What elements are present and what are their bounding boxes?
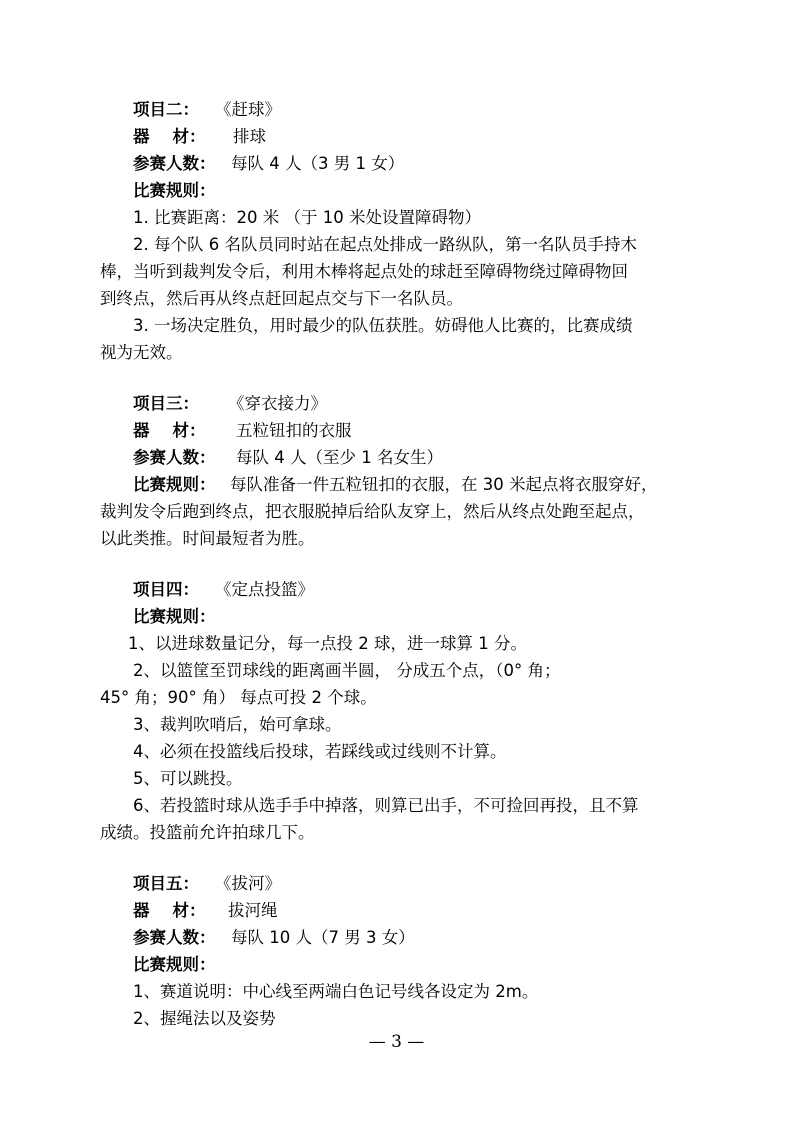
s3-rules-label: 比赛规则：	[133, 475, 216, 494]
s5-people-label: 参赛人数：	[133, 928, 216, 947]
s2-rule-2-line-1: 2. 每个队 6 名队员同时站在起点处排成一路纵队，第一名队员手持木	[133, 235, 637, 254]
s2-title-label: 项目二：	[133, 100, 199, 119]
s2-people-label: 参赛人数：	[133, 154, 216, 173]
s4-rule-2-line-1: 2、以篮筐至罚球线的距离画半圆， 分成五个点，（0° 角；	[133, 661, 561, 680]
s3-title-value: 《穿衣接力》	[228, 394, 327, 413]
s3-rules-line-3: 以此类推。时间最短者为胜。	[100, 529, 315, 548]
s4-rule-4: 4、必须在投篮线后投球，若踩线或过线则不计算。	[133, 742, 507, 761]
s2-rules-label: 比赛规则：	[133, 181, 216, 200]
s5-title-value: 《拔河》	[215, 874, 281, 893]
s3-rules-line-1: 每队准备一件五粒钮扣的衣服，在 30 米起点将衣服穿好，	[230, 475, 658, 494]
s2-equip-value: 排球	[233, 127, 266, 146]
page-number: — 3 —	[368, 1032, 425, 1052]
s4-rule-2-line-2: 45° 角；90° 角） 每点可投 2 个球。	[100, 688, 377, 707]
s2-rule-1: 1. 比赛距离：20 米 （于 10 米处设置障碍物）	[133, 208, 481, 227]
s5-title-label: 项目五：	[133, 874, 199, 893]
s2-title-value: 《赶球》	[215, 100, 281, 119]
s3-rules-line-2: 裁判发令后跑到终点，把衣服脱掉后给队友穿上，然后从终点处跑至起点，	[100, 502, 645, 521]
s5-rule-1: 1、赛道说明：中心线至两端白色记号线各设定为 2m。	[133, 982, 539, 1001]
s2-rule-3-line-1: 3. 一场决定胜负，用时最少的队伍获胜。妨碍他人比赛的，比赛成绩	[133, 316, 633, 335]
s4-title-label: 项目四：	[133, 580, 199, 599]
s4-rule-3: 3、裁判吹哨后，始可拿球。	[133, 715, 342, 734]
s5-rules-label: 比赛规则：	[133, 955, 216, 974]
s3-people-label: 参赛人数：	[133, 448, 216, 467]
s4-rule-6-line-1: 6、若投篮时球从选手手中掉落，则算已出手，不可捡回再投，且不算	[133, 796, 639, 815]
s3-people-value: 每队 4 人（至少 1 名女生）	[236, 448, 443, 467]
s3-title-label: 项目三：	[133, 394, 199, 413]
s2-rule-3-line-2: 视为无效。	[100, 343, 183, 362]
s4-rule-6-line-2: 成绩。投篮前允许拍球几下。	[100, 823, 315, 842]
s3-equip-label: 器 材：	[133, 421, 206, 440]
s5-equip-label: 器 材：	[133, 901, 206, 920]
s4-rules-label: 比赛规则：	[133, 607, 216, 626]
s2-rule-2-line-3: 到终点，然后再从终点赶回起点交与下一名队员。	[100, 289, 463, 308]
s5-equip-value: 拔河绳	[228, 901, 278, 920]
s4-rule-5: 5、可以跳投。	[133, 769, 243, 788]
s3-equip-value: 五粒钮扣的衣服	[236, 421, 352, 440]
s4-title-value: 《定点投篮》	[215, 580, 314, 599]
s5-people-value: 每队 10 人（7 男 3 女）	[231, 928, 415, 947]
s2-people-value: 每队 4 人（3 男 1 女）	[231, 154, 405, 173]
s4-rule-1: 1、以进球数量记分，每一点投 2 球，进一球算 1 分。	[128, 634, 527, 653]
s2-equip-label: 器 材：	[133, 127, 206, 146]
s2-rule-2-line-2: 棒，当听到裁判发令后，利用木棒将起点处的球赶至障碍物绕过障碍物回	[100, 262, 628, 281]
s5-rule-2: 2、握绳法以及姿势	[133, 1009, 276, 1028]
